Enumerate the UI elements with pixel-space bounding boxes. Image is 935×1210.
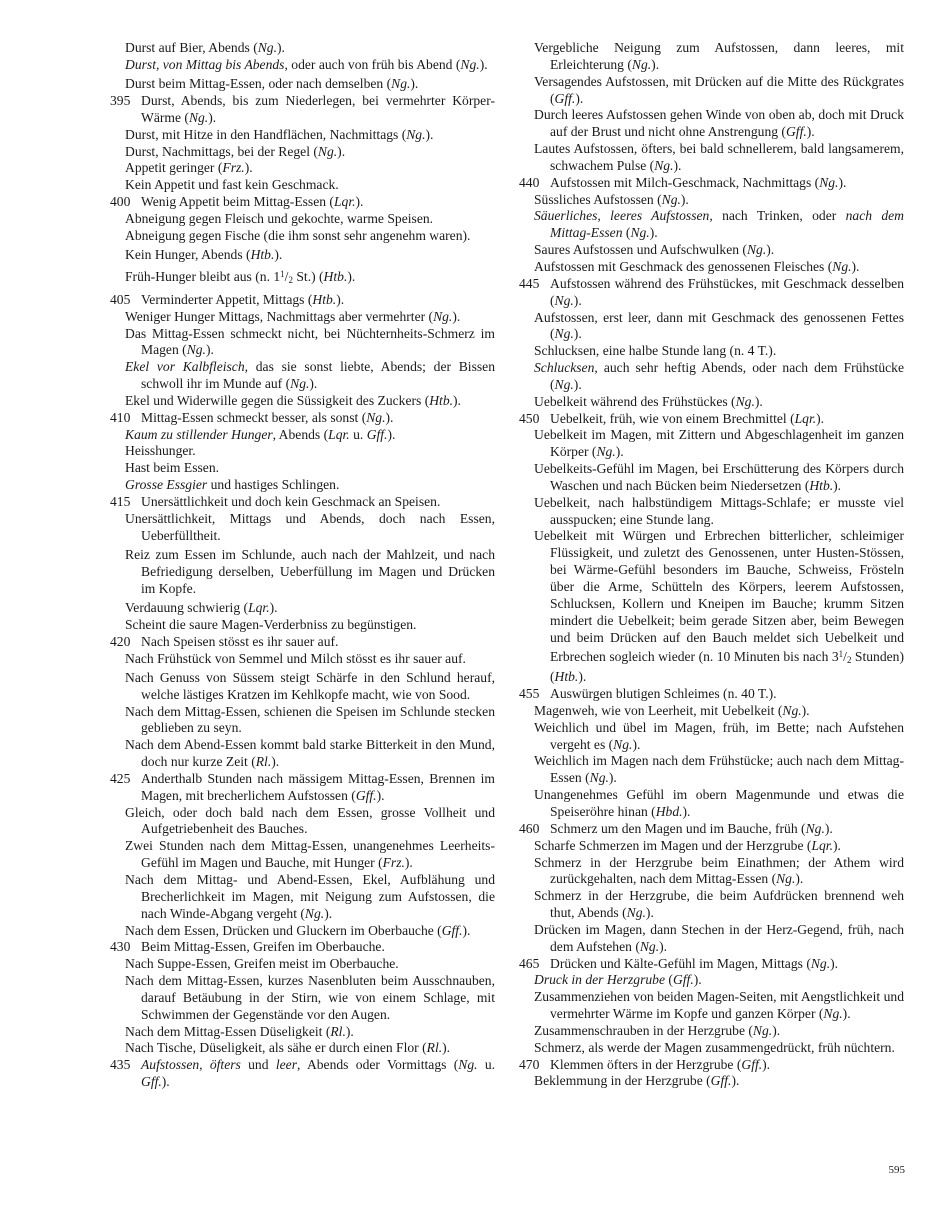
- symptom-entry: [519, 787, 904, 821]
- symptom-entry: [110, 359, 495, 393]
- left-column: [110, 40, 495, 1091]
- symptom-text: Weichlich im Magen nach dem Frühstücke; auch nach dem Mittag-Essen (Ng.).: [534, 753, 904, 786]
- symptom-text: Magenweh, wie von Leerheit, mit Uebelkeit (Ng.).: [534, 702, 810, 718]
- symptom-number: 435: [110, 1057, 131, 1073]
- symptom-number: 415: [110, 493, 131, 509]
- symptom-text: Nach Tische, Düseligkeit, als sähe er durch einen Flor (Rl.).: [125, 1040, 451, 1056]
- symptom-text: Früh-Hunger bleibt aus (n. $1^1/_2$ St.) (Htb.).: [125, 269, 356, 286]
- symptom-text: Lautes Aufstossen, öfters, bei bald schnellerem, bald langsamerem, schwachem Pulse (Ng.).: [534, 141, 904, 173]
- symptom-text: Uebelkeit, nach halbstündigem Mittags-Schlafe; er musste viel ausspucken; eine Stunde lang.: [534, 494, 904, 527]
- symptom-entry: [110, 144, 495, 161]
- symptom-entry: [519, 107, 904, 141]
- symptom-text: Wenig Appetit beim Mittag-Essen (Lqr.).: [141, 194, 364, 210]
- symptom-entry: [110, 228, 495, 245]
- symptom-entry: [519, 838, 904, 855]
- symptom-text: Unersättlichkeit und doch kein Geschmack an Speisen.: [141, 493, 441, 509]
- symptom-text: Weniger Hunger Mittags, Nachmittags aber vermehrter (Ng.).: [125, 308, 461, 324]
- symptom-entry: [519, 461, 904, 495]
- symptom-entry: [519, 495, 904, 529]
- symptom-entry: [519, 888, 904, 922]
- symptom-text: Beim Mittag-Essen, Greifen im Oberbauche.: [141, 939, 385, 955]
- symptom-entry: [110, 617, 495, 634]
- symptom-entry: [110, 973, 495, 1024]
- symptom-text: Durst, Nachmittags, bei der Regel (Ng.).: [125, 143, 346, 159]
- symptom-text: Das Mittag-Essen schmeckt nicht, bei Nüchternheits-Schmerz im Magen (Ng.).: [125, 325, 495, 358]
- symptom-text: Druck in der Herzgrube (Gff.).: [534, 972, 702, 988]
- symptom-text: Auswürgen blutigen Schleimes (n. 40 T.).: [550, 686, 777, 702]
- symptom-entry: [519, 427, 904, 461]
- symptom-text: Kein Hunger, Abends (Htb.).: [125, 247, 283, 263]
- symptom-text: Gleich, oder doch bald nach dem Essen, grosse Vollheit und Aufgetriebenheit des Bauches.: [125, 804, 495, 837]
- symptom-number: 470: [519, 1056, 540, 1072]
- symptom-text: Vergebliche Neigung zum Aufstossen, dann leeres, mit Erleichterung (Ng.).: [534, 40, 904, 72]
- symptom-entry: [519, 242, 904, 259]
- symptom-text: Nach dem Mittag-Essen, schienen die Speisen im Schlunde stecken geblieben zu seyn.: [125, 703, 495, 736]
- symptom-text: Scheint die saure Magen-Verderbniss zu begünstigen.: [125, 616, 417, 632]
- symptom-entry: [519, 74, 904, 108]
- symptom-text: Anderthalb Stunden nach mässigem Mittag-Essen, Brennen im Magen, mit brecherlichem Aufstossen (Gff.).: [141, 770, 495, 803]
- symptom-entry: [110, 771, 495, 805]
- symptom-entry: [110, 704, 495, 738]
- symptom-entry: [519, 394, 904, 411]
- symptom-text: Unersättlichkeit, Mittags und Abends, doch nach Essen, Ueberfülltheit.: [125, 510, 495, 543]
- symptom-text: Aufstossen während des Frühstückes, mit Geschmack desselben (Ng.).: [550, 275, 904, 308]
- symptom-text: Nach dem Essen, Drücken und Gluckern im Oberbauche (Gff.).: [125, 922, 471, 938]
- symptom-text: Durst, von Mittag bis Abends, oder auch von früh bis Abend (Ng.).: [125, 56, 488, 72]
- symptom-text: Uebelkeit im Magen, mit Zittern und Abgeschlagenheit im ganzen Körper (Ng.).: [534, 427, 904, 460]
- symptom-text: Nach Suppe-Essen, Greifen meist im Oberbauche.: [125, 956, 399, 972]
- symptom-text: Kaum zu stillender Hunger, Abends (Lqr. u. Gff.).: [125, 426, 396, 442]
- symptom-entry: [110, 651, 495, 668]
- symptom-entry: [110, 460, 495, 477]
- symptom-entry: [110, 923, 495, 940]
- symptom-entry: [519, 208, 904, 242]
- symptom-entry: [110, 427, 495, 444]
- symptom-text: Reiz zum Essen im Schlunde, auch nach der Mahlzeit, und nach Befriedigung derselben, Ueberfüllung im Magen und Drücken im Kopfe.: [125, 546, 495, 596]
- symptom-entry: [519, 411, 904, 428]
- page-number: 595: [888, 1164, 905, 1176]
- symptom-text: Aufstossen mit Geschmack des genossenen Fleisches (Ng.).: [534, 258, 860, 274]
- symptom-text: Saures Aufstossen und Aufschwulken (Ng.).: [534, 242, 775, 258]
- symptom-entry: [519, 956, 904, 973]
- symptom-text: Nach dem Mittag- und Abend-Essen, Ekel, Aufblähung und Brecherlichkeit im Magen, mit Neigung zum Aufstossen, die nach Winde-Abgang vergeht (Ng.).: [125, 872, 495, 921]
- symptom-entry: [519, 1073, 904, 1090]
- symptom-text: Kein Appetit und fast kein Geschmack.: [125, 177, 339, 193]
- symptom-entry: [519, 703, 904, 720]
- symptom-entry: [110, 511, 495, 545]
- symptom-text: Hast beim Essen.: [125, 460, 220, 476]
- symptom-text: Nach dem Mittag-Essen, kurzes Nasenbluten beim Ausschnauben, darauf Betäubung in der Stirn, wie von einem Schlage, mit Schwimmen der Gegenstände vor den Augen.: [125, 973, 495, 1022]
- symptom-entry: [519, 855, 904, 889]
- symptom-text: Schlucksen, auch sehr heftig Abends, oder nach dem Frühstücke (Ng.).: [534, 360, 904, 392]
- symptom-entry: [110, 309, 495, 326]
- symptom-entry: [110, 127, 495, 144]
- symptom-entry: [519, 821, 904, 838]
- symptom-text: Versagendes Aufstossen, mit Drücken auf die Mitte des Rückgrates (Gff.).: [534, 73, 904, 106]
- symptom-text: Scharfe Schmerzen im Magen und der Herzgrube (Lqr.).: [534, 837, 841, 853]
- symptom-entry: [110, 57, 495, 74]
- symptom-number: 395: [110, 93, 131, 109]
- symptom-entry: [519, 276, 904, 310]
- symptom-text: Verdauung schwierig (Lqr.).: [125, 600, 278, 615]
- symptom-number: 465: [519, 955, 540, 971]
- symptom-text: Schmerz, als werde der Magen zusammengedrückt, früh nüchtern.: [534, 1039, 895, 1055]
- symptom-text: Klemmen öfters in der Herzgrube (Gff.).: [550, 1056, 771, 1072]
- symptom-text: Zusammenziehen von beiden Magen-Seiten, mit Aengstlichkeit und vermehrter Wärme im Kopfe und ganzen Körper (Ng.).: [534, 989, 904, 1022]
- symptom-entry: [519, 343, 904, 360]
- symptom-entry: [110, 600, 495, 617]
- symptom-entry: [110, 1057, 495, 1091]
- symptom-entry: [519, 259, 904, 276]
- symptom-text: Uebelkeit mit Würgen und Erbrechen bitterlicher, schleimiger Flüssigkeit, und zuletzt des Genossenen, unter Husten-Stössen, bei Wärme-Gefühl besonders im Bauche, Schweiss, Frösteln über die Arme, Schütteln des Körpers, leerem Aufstossen, Schlucksen, Kollern und Kneipen im Bauche; krumm Sitzen mindert die Uebelkeit; beim gerade Sitzen aber, beim Bewegen und beim Drücken auf den Bauch meldet sich Uebelkeit und Erbrechen sogleich wieder (n. 10 Minuten bis nach $3^1/_2$ Stunden) (Htb.).: [534, 528, 904, 685]
- symptom-entry: [110, 326, 495, 360]
- symptom-entry: [110, 670, 495, 704]
- symptom-entry: [110, 160, 495, 177]
- symptom-text: Ekel vor Kalbfleisch, das sie sonst liebte, Abends; der Bissen schwoll ihr im Munde auf (Ng.).: [125, 359, 495, 392]
- symptom-entry: [110, 494, 495, 511]
- symptom-number: 400: [110, 194, 131, 210]
- symptom-text: Zwei Stunden nach dem Mittag-Essen, unangenehmes Leerheits-Gefühl im Magen und Bauche, mit Hunger (Frz.).: [125, 838, 495, 871]
- symptom-entry: [519, 989, 904, 1023]
- symptom-entry: [519, 528, 904, 686]
- symptom-text: Beklemmung in der Herzgrube (Gff.).: [534, 1073, 740, 1089]
- symptom-entry: [110, 872, 495, 923]
- symptom-entry: [110, 247, 495, 264]
- symptom-text: Drücken und Kälte-Gefühl im Magen, Mittags (Ng.).: [550, 955, 839, 971]
- symptom-entry: [519, 141, 904, 175]
- symptom-number: 455: [519, 686, 540, 702]
- symptom-entry: [519, 175, 904, 192]
- symptom-entry: [519, 40, 904, 74]
- symptom-entry: [110, 76, 495, 93]
- symptom-entry: [519, 922, 904, 956]
- symptom-text: Drücken im Magen, dann Stechen in der Herz-Gegend, früh, nach dem Aufstehen (Ng.).: [534, 921, 904, 954]
- symptom-entry: [519, 360, 904, 394]
- symptom-number: 445: [519, 275, 540, 291]
- symptom-text: Nach dem Abend-Essen kommt bald starke Bitterkeit in den Mund, doch nur kurze Zeit (Rl.).: [125, 737, 495, 770]
- symptom-entry: [519, 310, 904, 344]
- symptom-entry: [110, 1040, 495, 1057]
- symptom-text: Verminderter Appetit, Mittags (Htb.).: [141, 291, 345, 307]
- symptom-entry: [519, 1057, 904, 1074]
- symptom-text: Durst beim Mittag-Essen, oder nach demselben (Ng.).: [125, 76, 419, 92]
- symptom-number: 440: [519, 174, 540, 190]
- symptom-text: Zusammenschrauben in der Herzgrube (Ng.).: [534, 1022, 781, 1038]
- symptom-entry: [519, 753, 904, 787]
- symptom-entry: [519, 1023, 904, 1040]
- symptom-text: Appetit geringer (Frz.).: [125, 160, 253, 176]
- symptom-number: 410: [110, 409, 131, 425]
- symptom-entry: [110, 177, 495, 194]
- symptom-text: Abneigung gegen Fische (die ihm sonst sehr angenehm waren).: [125, 227, 471, 243]
- symptom-number: 450: [519, 410, 540, 426]
- symptom-text: Weichlich und übel im Magen, früh, im Bette; nach Aufstehen vergeht es (Ng.).: [534, 719, 904, 752]
- symptom-entry: [110, 956, 495, 973]
- symptom-text: Aufstossen, öfters und leer, Abends oder Vormittags (Ng. u. Gff.).: [141, 1057, 496, 1090]
- symptom-entry: [519, 1040, 904, 1057]
- symptom-entry: [110, 40, 495, 57]
- symptom-text: Durst auf Bier, Abends (Ng.).: [125, 40, 285, 55]
- symptom-text: Grosse Essgier und hastiges Schlingen.: [125, 477, 340, 493]
- symptom-text: Säuerliches, leeres Aufstossen, nach Trinken, oder nach dem Mittag-Essen (Ng.).: [534, 208, 904, 241]
- symptom-entry: [110, 634, 495, 651]
- symptom-text: Aufstossen mit Milch-Geschmack, Nachmittags (Ng.).: [550, 174, 847, 190]
- symptom-text: Abneigung gegen Fleisch und gekochte, warme Speisen.: [125, 210, 434, 226]
- symptom-text: Nach Genuss von Süssem steigt Schärfe in den Schlund herauf, welche lästiges Kratzen im Kehlkopfe macht, wie von Sood.: [125, 669, 495, 702]
- symptom-entry: [110, 547, 495, 598]
- symptom-number: 405: [110, 291, 131, 307]
- symptom-text: Mittag-Essen schmeckt besser, als sonst (Ng.).: [141, 409, 394, 425]
- symptom-entry: [110, 194, 495, 211]
- symptom-text: Schlucksen, eine halbe Stunde lang (n. 4 T.).: [534, 343, 777, 359]
- symptom-entry: [110, 393, 495, 410]
- symptom-entry: [110, 292, 495, 309]
- symptom-text: Schmerz in der Herzgrube, die beim Aufdrücken brennend weh thut, Abends (Ng.).: [534, 888, 904, 921]
- symptom-text: Durst, Abends, bis zum Niederlegen, bei vermehrter Körper-Wärme (Ng.).: [141, 93, 495, 125]
- symptom-entry: [519, 972, 904, 989]
- right-column: [519, 40, 904, 1090]
- symptom-entry: [519, 686, 904, 703]
- symptom-entry: [110, 805, 495, 839]
- symptom-text: Süssliches Aufstossen (Ng.).: [534, 191, 689, 207]
- symptom-number: 425: [110, 770, 131, 786]
- symptom-text: Ekel und Widerwille gegen die Süssigkeit des Zuckers (Htb.).: [125, 392, 461, 408]
- symptom-entry: [110, 410, 495, 427]
- symptom-number: 430: [110, 939, 131, 955]
- symptom-entry: [110, 939, 495, 956]
- symptom-number: 420: [110, 633, 131, 649]
- symptom-text: Schmerz in der Herzgrube beim Einathmen; der Athem wird zurückgehalten, nach dem Mittag-Essen (Ng.).: [534, 854, 904, 887]
- symptom-entry: [110, 477, 495, 494]
- symptom-number: 460: [519, 820, 540, 836]
- symptom-entry: [519, 192, 904, 209]
- symptom-text: Nach Speisen stösst es ihr sauer auf.: [141, 633, 339, 649]
- symptom-text: Durst, mit Hitze in den Handflächen, Nachmittags (Ng.).: [125, 126, 434, 142]
- symptom-entry: [110, 737, 495, 771]
- symptom-text: Uebelkeits-Gefühl im Magen, bei Erschütterung des Körpers durch Waschen und nach Bücken beim Niedersetzen (Htb.).: [534, 461, 904, 493]
- symptom-entry: [110, 838, 495, 872]
- symptom-text: Nach dem Mittag-Essen Düseligkeit (Rl.).: [125, 1023, 354, 1039]
- symptom-entry: [110, 266, 495, 289]
- symptom-entry: [110, 93, 495, 127]
- symptom-text: Unangenehmes Gefühl im obern Magenmunde und etwas die Speiseröhre hinan (Hbd.).: [534, 787, 904, 819]
- symptom-entry: [110, 443, 495, 460]
- symptom-text: Schmerz um den Magen und im Bauche, früh (Ng.).: [550, 820, 833, 836]
- symptom-text: Aufstossen, erst leer, dann mit Geschmack des genossenen Fettes (Ng.).: [534, 309, 904, 342]
- symptom-text: Heisshunger.: [125, 443, 196, 459]
- symptom-text: Nach Frühstück von Semmel und Milch stösst es ihr sauer auf.: [125, 650, 466, 666]
- symptom-text: Uebelkeit, früh, wie von einem Brechmittel (Lqr.).: [550, 410, 825, 426]
- symptom-text: Uebelkeit während des Frühstückes (Ng.).: [534, 393, 763, 409]
- symptom-text: Durch leeres Aufstossen gehen Winde von oben ab, doch mit Druck auf der Brust und nicht ohne Anstrengung (Gff.).: [534, 107, 904, 140]
- symptom-entry: [110, 211, 495, 228]
- symptom-entry: [519, 720, 904, 754]
- symptom-entry: [110, 1024, 495, 1041]
